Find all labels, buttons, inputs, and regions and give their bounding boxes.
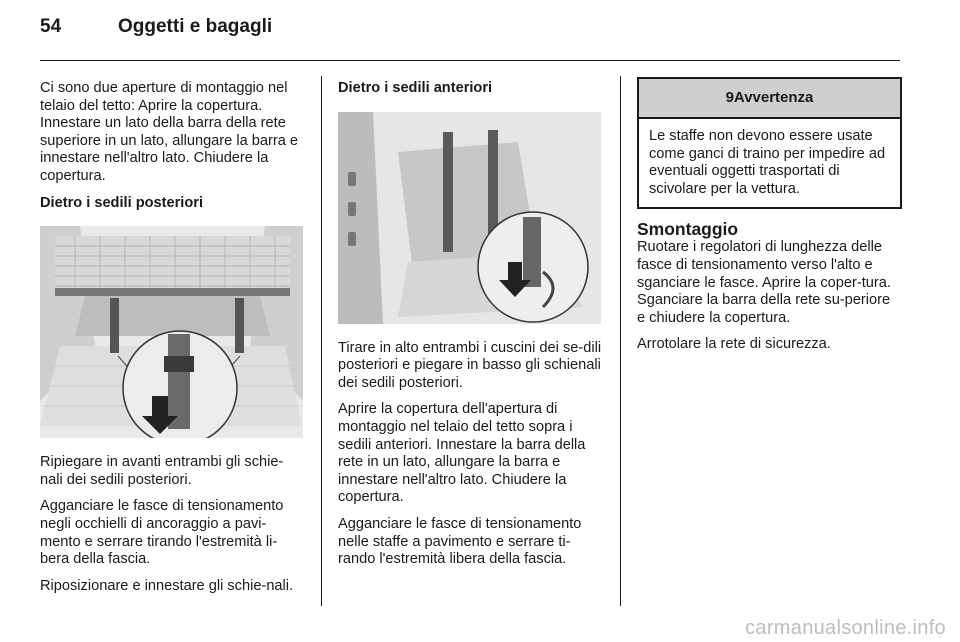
warning-title: Avvertenza — [733, 89, 814, 107]
page-header — [40, 14, 920, 50]
column-left — [40, 80, 305, 604]
rear-step-1: Ripiegare in avanti entrambi gli schie-nali dei sedili posteriori. — [40, 454, 284, 488]
page-number: 54 — [40, 16, 62, 37]
column-middle — [338, 80, 604, 578]
column-divider-2 — [620, 76, 621, 606]
watermark: carmanualsonline.info — [745, 617, 946, 639]
front-step-2: Aprire la copertura dell'apertura di montaggio nel telaio del tetto sopra i sedili anteriori. Innestare la barra della rete in un lato, allungare la barra e innestare nell'altro lato. Chiudere la copertura. — [338, 401, 586, 506]
section-heading-front-seats: Dietro i sedili anteriori — [338, 80, 493, 96]
removal-step-1: Ruotare i regolatori di lunghezza delle fasce di tensionamento verso l'alto e sganciare le fasce. Aprire la coper-tura. Sganciare la barra della rete su-periore e chiudere la copertura. — [637, 239, 891, 326]
column-divider-1 — [321, 76, 322, 606]
removal-step-2: Arrotolare la rete di sicurezza. — [637, 336, 831, 353]
column-right — [637, 77, 902, 363]
warning-text: Le staffe non devono essere usate come ganci di traino per impedire ad eventuali oggetti trasportati di scivolare per la vettura. — [649, 128, 886, 197]
illustration-rear-cargo — [40, 226, 303, 438]
front-step-1: Tirare in alto entrambi i cuscini dei se-dili posteriori e piegare in basso gli schienali dei sedili posteriori. — [338, 339, 602, 391]
section-heading-rear-seats: Dietro i sedili posteriori — [40, 194, 203, 211]
rear-step-3: Riposizionare e innestare gli schie-nali. — [40, 577, 294, 594]
intro-paragraph: Ci sono due aperture di montaggio nel telaio del tetto: Aprire la copertura. Innestare un lato della barra della rete superiore in un lato, allungare la barra e innestare nell'altro lato. Chiudere la copertura. — [40, 80, 298, 184]
page-title: Oggetti e bagagli — [118, 16, 273, 37]
illustration-front-seats — [338, 112, 601, 324]
header-rule — [40, 60, 900, 61]
rear-step-2: Agganciare le fasce di tensionamento negli occhielli di ancoraggio a pavi-mento e serrare tirando l'estremità li-bera della fascia. — [40, 498, 284, 568]
warning-header — [639, 79, 900, 119]
section-heading-removal: Smontaggio — [637, 219, 739, 240]
warning-icon: 9 — [725, 89, 734, 107]
warning-box — [637, 77, 902, 209]
front-step-3: Agganciare le fasce di tensionamento nelle staffe a pavimento e serrare ti-rando l'estremità libera della fascia. — [338, 515, 582, 568]
